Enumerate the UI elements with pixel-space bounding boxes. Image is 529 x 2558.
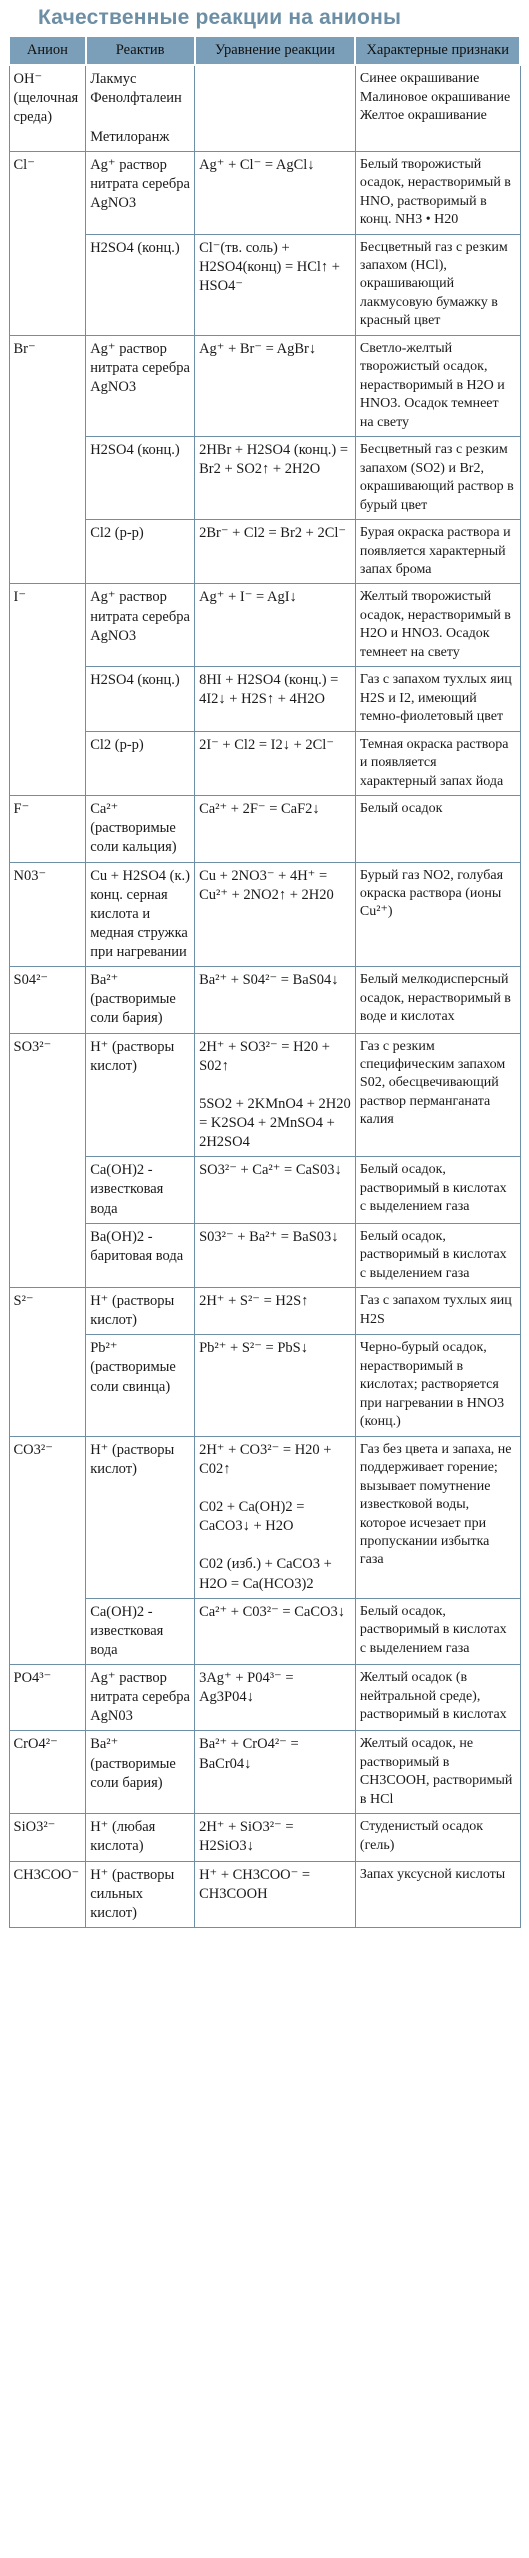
page-title: Качественные реакции на анионы xyxy=(38,6,402,29)
reagent-cell: Ba²⁺ (растворимые соли бария) xyxy=(86,967,195,1033)
reagent-cell: Ca(OH)2 - известковая вода xyxy=(86,1598,195,1664)
table-row xyxy=(9,1598,520,1664)
table-row xyxy=(9,796,520,862)
reagent-cell: H2SO4 (конц.) xyxy=(86,667,195,731)
signs-cell: Белый осадок, растворимый в кислотах с выделением газа xyxy=(355,1157,520,1223)
signs-cell: Студенистый осадок (гель) xyxy=(355,1814,520,1861)
reagent-cell: H⁺ (растворы кислот) xyxy=(86,1436,195,1598)
table-row xyxy=(9,1861,520,1927)
signs-cell: Газ с запахом тухлых яиц H2S и I2, имеющий темно-фиолетовый цвет xyxy=(355,667,520,731)
header-reagent: Реактив xyxy=(86,36,195,65)
reagent-cell: Ba²⁺ (растворимые соли бария) xyxy=(86,1731,195,1814)
reagent-cell: Cl2 (р-р) xyxy=(86,520,195,584)
table-row xyxy=(9,862,520,967)
equation-cell: 2H⁺ + S²⁻ = H2S↑ xyxy=(195,1288,356,1335)
signs-cell: Газ с запахом тухлых яиц H2S xyxy=(355,1288,520,1335)
anion-cell: S²⁻ xyxy=(9,1288,86,1437)
equation-cell xyxy=(195,65,356,151)
signs-cell: Бурый газ NO2, голубая окраска раствора (ионы Cu²⁺) xyxy=(355,862,520,967)
signs-cell: Газ с резким специфическим запахом S02, обесцвечивающий раствор перманганата калия xyxy=(355,1033,520,1157)
equation-cell: Cu + 2NO3⁻ + 4H⁺ = Cu²⁺ + 2NO2↑ + 2H20 xyxy=(195,862,356,967)
signs-cell: Газ без цвета и запаха, не поддерживает горение; вызывает помутнение известковой воды, которое исчезает при пропускании избытка газа xyxy=(355,1436,520,1598)
equation-cell: 2HBr + H2SO4 (конц.) = Br2 + SO2↑ + 2H2O xyxy=(195,437,356,520)
equation-cell: Ba²⁺ + CrO4²⁻ = BaCr04↓ xyxy=(195,1731,356,1814)
anion-cell: CO3²⁻ xyxy=(9,1436,86,1664)
equation-cell: Cl⁻(тв. соль) + H2SO4(конц) = HCl↑ + HSO4⁻ xyxy=(195,234,356,335)
anion-cell: SiO3²⁻ xyxy=(9,1814,86,1861)
equation-cell: Ca²⁺ + C03²⁻ = CaCO3↓ xyxy=(195,1598,356,1664)
anion-cell: SO3²⁻ xyxy=(9,1033,86,1288)
table-header-row xyxy=(9,36,520,65)
table-row xyxy=(9,234,520,335)
anion-reactions-table xyxy=(8,35,521,1928)
signs-cell: Бурая окраска раствора и появляется характерный запах брома xyxy=(355,520,520,584)
reagent-cell: Ba(OH)2 - баритовая вода xyxy=(86,1223,195,1287)
reagent-cell: H2SO4 (конц.) xyxy=(86,437,195,520)
signs-cell: Желтый осадок, не растворимый в CH3COOH, растворимый в HCl xyxy=(355,1731,520,1814)
anion-cell: N03⁻ xyxy=(9,862,86,967)
header-anion: Анион xyxy=(9,36,86,65)
table-row xyxy=(9,1814,520,1861)
reagent-cell: Ag⁺ раствор нитрата серебра AgN03 xyxy=(86,1665,195,1731)
equation-cell: 2Br⁻ + Cl2 = Br2 + 2Cl⁻ xyxy=(195,520,356,584)
signs-cell: Синее окрашивание Малиновое окрашивание Желтое окрашивание xyxy=(355,65,520,151)
signs-cell: Белый осадок xyxy=(355,796,520,862)
anion-cell: CH3COO⁻ xyxy=(9,1861,86,1927)
equation-cell: SO3²⁻ + Ca²⁺ = CaS03↓ xyxy=(195,1157,356,1223)
table-row xyxy=(9,1665,520,1731)
signs-cell: Желтый осадок (в нейтральной среде), растворимый в кислотах xyxy=(355,1665,520,1731)
table-row xyxy=(9,520,520,584)
table-row xyxy=(9,1436,520,1598)
equation-cell: Ag⁺ + I⁻ = AgI↓ xyxy=(195,584,356,667)
table-row xyxy=(9,584,520,667)
reagent-cell: Ag⁺ раствор нитрата серебра AgNO3 xyxy=(86,151,195,234)
signs-cell: Черно-бурый осадок, нерастворимый в кислотах; растворяется при нагревании в HNO3 (конц.) xyxy=(355,1335,520,1436)
equation-cell: 2I⁻ + Cl2 = I2↓ + 2Cl⁻ xyxy=(195,731,356,795)
signs-cell: Белый мелкодисперсный осадок, нерастворимый в воде и кислотах xyxy=(355,967,520,1033)
table-row xyxy=(9,335,520,436)
equation-cell: Ba²⁺ + S04²⁻ = BaS04↓ xyxy=(195,967,356,1033)
equation-cell: Ag⁺ + Cl⁻ = AgCl↓ xyxy=(195,151,356,234)
reagent-cell: Ag⁺ раствор нитрата серебра AgNO3 xyxy=(86,584,195,667)
signs-cell: Бесцветный газ с резким запахом (SO2) и Br2, окрашивающий раствор в бурый цвет xyxy=(355,437,520,520)
table-row xyxy=(9,731,520,795)
anion-cell: PO4³⁻ xyxy=(9,1665,86,1731)
equation-cell: 8HI + H2SO4 (конц.) = 4I2↓ + H2S↑ + 4H2O xyxy=(195,667,356,731)
table-row xyxy=(9,667,520,731)
equation-cell: Ca²⁺ + 2F⁻ = CaF2↓ xyxy=(195,796,356,862)
table-row xyxy=(9,151,520,234)
reagent-cell: Pb²⁺ (растворимые соли свинца) xyxy=(86,1335,195,1436)
table-row xyxy=(9,1288,520,1335)
equation-cell: H⁺ + CH3COO⁻ = CH3COOH xyxy=(195,1861,356,1927)
table-row xyxy=(9,1223,520,1287)
anion-cell: OH⁻ (щелочная среда) xyxy=(9,65,86,151)
signs-cell: Бесцветный газ с резким запахом (HCl), окрашивающий лакмусовую бумажку в красный цвет xyxy=(355,234,520,335)
header-equation: Уравнение реакции xyxy=(195,36,356,65)
anion-cell: CrO4²⁻ xyxy=(9,1731,86,1814)
reagent-cell: Лакмус Фенолфталеин Метилоранж xyxy=(86,65,195,151)
table-row xyxy=(9,1157,520,1223)
reagent-cell: H⁺ (растворы кислот) xyxy=(86,1033,195,1157)
signs-cell: Темная окраска раствора и появляется характерный запах йода xyxy=(355,731,520,795)
table-body xyxy=(9,65,520,1927)
equation-cell: Ag⁺ + Br⁻ = AgBr↓ xyxy=(195,335,356,436)
table-row xyxy=(9,1335,520,1436)
reagent-cell: H2SO4 (конц.) xyxy=(86,234,195,335)
reagent-cell: Ca²⁺ (растворимые соли кальция) xyxy=(86,796,195,862)
anion-cell: F⁻ xyxy=(9,796,86,862)
reagent-cell: H⁺ (растворы сильных кислот) xyxy=(86,1861,195,1927)
equation-cell: 3Ag⁺ + P04³⁻ = Ag3P04↓ xyxy=(195,1665,356,1731)
anion-cell: Cl⁻ xyxy=(9,151,86,335)
signs-cell: Белый осадок, растворимый в кислотах с выделением газа xyxy=(355,1223,520,1287)
equation-cell: 2H⁺ + CO3²⁻ = H20 + C02↑ C02 + Ca(OH)2 = CaCO3↓ + H2O C02 (изб.) + CaCO3 + H2O = Ca(HCO3)2 xyxy=(195,1436,356,1598)
table-row xyxy=(9,967,520,1033)
reagent-cell: Ca(OH)2 - известковая вода xyxy=(86,1157,195,1223)
reagent-cell: H⁺ (любая кислота) xyxy=(86,1814,195,1861)
equation-cell: 2H⁺ + SO3²⁻ = H20 + S02↑ 5SO2 + 2KMnO4 + 2H20 = K2SO4 + 2MnSO4 + 2H2SO4 xyxy=(195,1033,356,1157)
reagent-cell: H⁺ (растворы кислот) xyxy=(86,1288,195,1335)
signs-cell: Белый осадок, растворимый в кислотах с выделением газа xyxy=(355,1598,520,1664)
signs-cell: Светло-желтый творожистый осадок, нерастворимый в H2O и HNO3. Осадок темнеет на свету xyxy=(355,335,520,436)
signs-cell: Белый творожистый осадок, нерастворимый в HNO, растворимый в конц. NH3 • H20 xyxy=(355,151,520,234)
anion-cell: S04²⁻ xyxy=(9,967,86,1033)
equation-cell: S03²⁻ + Ba²⁺ = BaS03↓ xyxy=(195,1223,356,1287)
table-row xyxy=(9,437,520,520)
signs-cell: Запах уксусной кислоты xyxy=(355,1861,520,1927)
anion-cell: Br⁻ xyxy=(9,335,86,584)
table-row xyxy=(9,65,520,151)
table-row xyxy=(9,1033,520,1157)
anion-cell: I⁻ xyxy=(9,584,86,796)
table-row xyxy=(9,1731,520,1814)
reagent-cell: Cu + H2SO4 (к.) конц. серная кислота и медная стружка при нагревании xyxy=(86,862,195,967)
equation-cell: Pb²⁺ + S²⁻ = PbS↓ xyxy=(195,1335,356,1436)
reagent-cell: Cl2 (р-р) xyxy=(86,731,195,795)
header-signs: Характерные признаки xyxy=(355,36,520,65)
reagent-cell: Ag⁺ раствор нитрата серебра AgNO3 xyxy=(86,335,195,436)
signs-cell: Желтый творожистый осадок, нерастворимый в H2O и HNO3. Осадок темнеет на свету xyxy=(355,584,520,667)
equation-cell: 2H⁺ + SiO3²⁻ = H2SiO3↓ xyxy=(195,1814,356,1861)
